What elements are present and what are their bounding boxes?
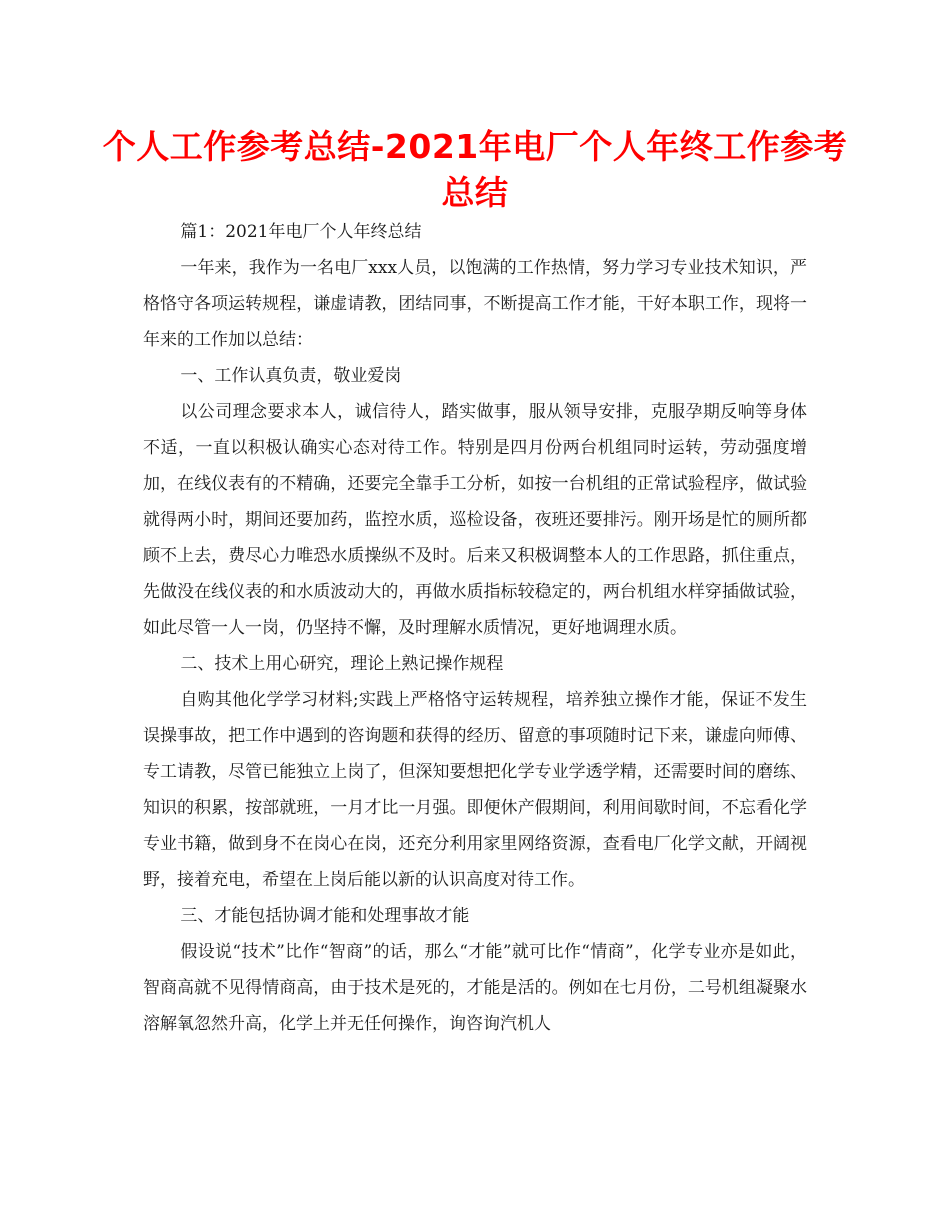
paragraph: 以公司理念要求本人，诚信待人，踏实做事，服从领导安排，克服孕期反响等身体不适，一直以积极认确实心态对待工作。特别是四月份两台机组同时运转，劳动强度增加，在线仪表有的不精确，还要完全靠手工分析，如按一台机组的正常试验程序，做试验就得两小时，期间还要加药，监控水质，巡检设备，夜班还要排污。刚开场是忙的厕所都顾不上去，费尽心力唯恐水质操纵不及时。后来又积极调整本人的工作思路，抓住重点，先做没在线仪表的和水质波动大的，再做水质指标较稳定的，两台机组水样穿插做试验，如此尽管一人一岗，仍坚持不懈，及时理解水质情况，更好地调理水质。 — [143, 402, 807, 638]
document-title: 个人工作参考总结-2021年电厂个人年终工作参考总结 — [102, 127, 848, 212]
paragraph: 自购其他化学学习材料;实践上严格恪守运转规程，培养独立操作才能，保证不发生误操事故，把工作中遇到的咨询题和获得的经历、留意的事项随时记下来，谦虚向师傅、专工请教，尽管已能独立上岗了，但深知要想把化学专业学透学精，还需要时间的磨练、知识的积累，按部就班，一月才比一月强。即便休产假期间，利用间歇时间，不忘看化学专业书籍，做到身不在岗心在岗，还充分利用家里网络资源，查看电厂化学文献，开阔视野，接着充电，希望在上岗后能以新的认识高度对待工作。 — [143, 690, 807, 890]
section-heading: 篇1：2021年电厂个人年终总结 — [180, 222, 422, 242]
document-body — [143, 214, 807, 1042]
paragraph: 一年来，我作为一名电厂xxx人员，以饱满的工作热情，努力学习专业技术知识，严格恪守各项运转规程，谦虚请教，团结同事，不断提高工作才能，干好本职工作，现将一年来的工作加以总结： — [143, 258, 807, 350]
section-heading: 三、才能包括协调才能和处理事故才能 — [180, 906, 470, 926]
section-heading: 一、工作认真负责，敬业爱岗 — [180, 366, 402, 386]
paragraph: 假设说“技术”比作“智商”的话，那么“才能”就可比作“情商”，化学专业亦是如此，智商高就不见得情商高，由于技术是死的，才能是活的。例如在七月份，二号机组凝聚水溶解氧忽然升高，化学上并无任何操作，询咨询汽机人 — [143, 942, 807, 1034]
section-heading: 二、技术上用心研究，理论上熟记操作规程 — [180, 654, 504, 674]
